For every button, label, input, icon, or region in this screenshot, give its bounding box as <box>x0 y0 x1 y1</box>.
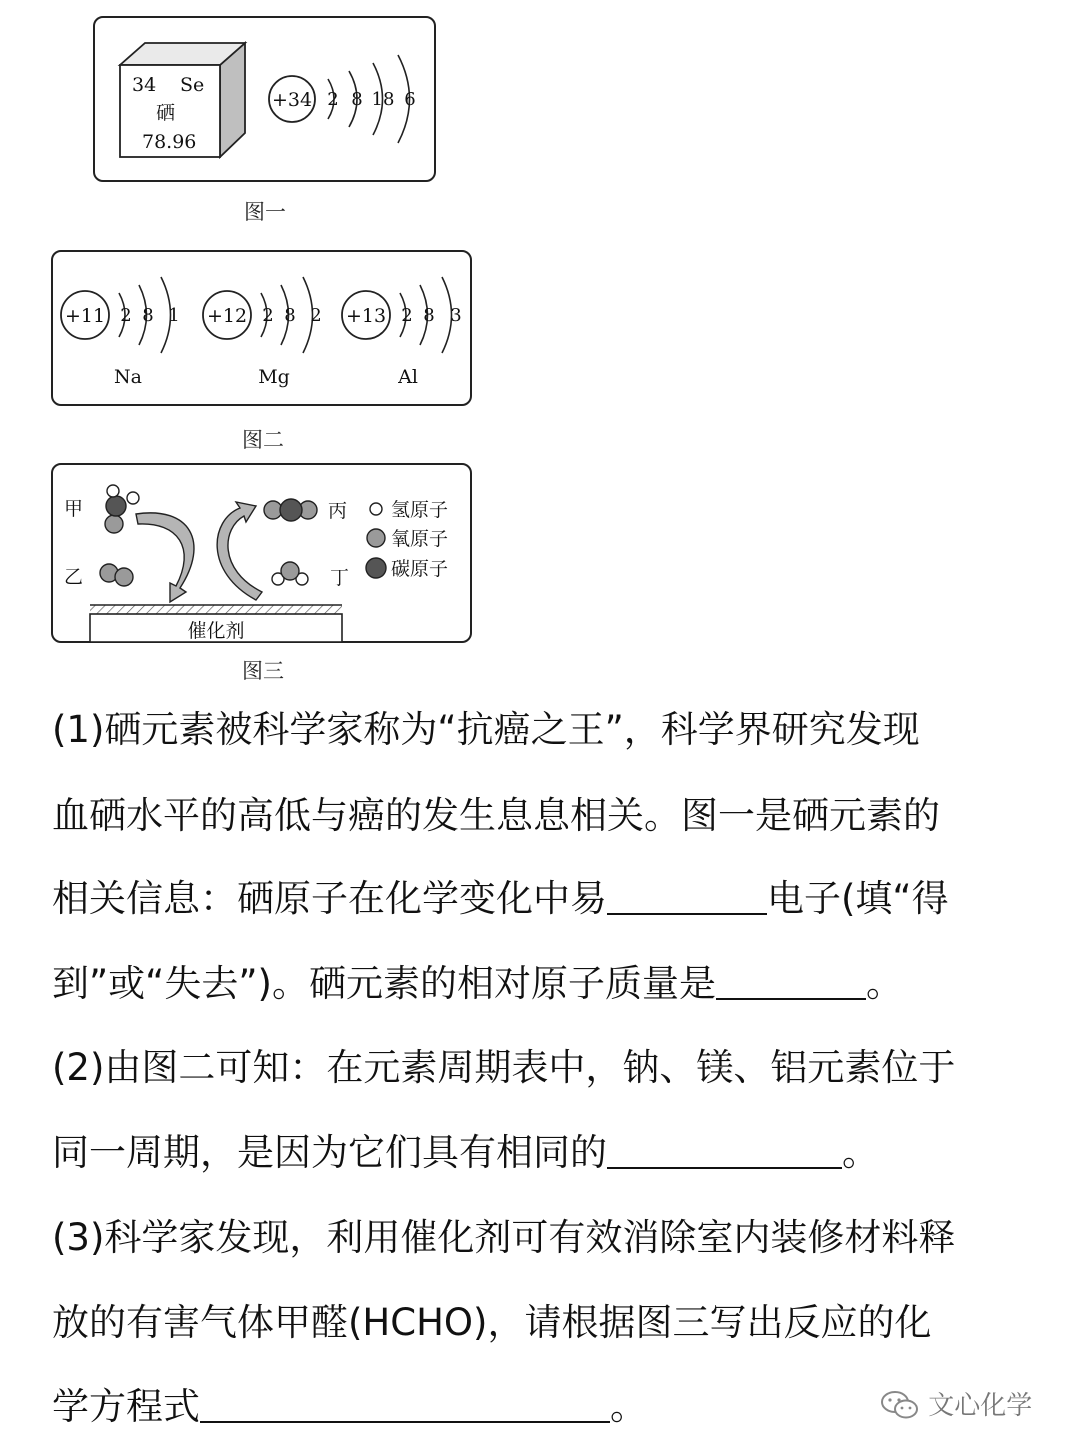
mg-nucleus: +12 <box>206 305 248 327</box>
molecule-yi-oxygen <box>100 564 133 586</box>
question-3-line-3-tail: 。 <box>610 1385 647 1428</box>
mg-shell-3: 2 <box>310 305 322 326</box>
oxygen-legend-swatch <box>367 529 385 547</box>
atomic-number: 34 <box>132 74 157 96</box>
question-1-line-4-tail: 。 <box>865 962 903 1005</box>
al-atom-structure <box>342 277 462 388</box>
question-2-line-2-text: 同一周期，是因为它们具有相同的 <box>52 1131 607 1174</box>
shell-3-electrons: 18 <box>371 89 395 110</box>
figure-3-svg <box>50 462 474 646</box>
carbon-legend-swatch <box>366 558 386 578</box>
al-shell-1: 2 <box>401 305 413 326</box>
figure-1-caption: 图一 <box>244 200 286 224</box>
na-shell-3: 1 <box>168 305 180 326</box>
na-nucleus: +11 <box>64 305 106 327</box>
answer-blank-electron[interactable] <box>607 883 767 915</box>
carbon-atom <box>106 496 126 516</box>
legend-carbon: 碳原子 <box>391 558 449 580</box>
na-shell-1: 2 <box>120 305 132 326</box>
hydrogen-atom <box>107 485 119 497</box>
reactant-arrow <box>136 513 194 602</box>
answer-blank-atomic-mass[interactable] <box>716 968 866 1000</box>
label-yi: 乙 <box>64 566 84 588</box>
na-label: Na <box>114 366 142 388</box>
legend <box>366 499 448 580</box>
element-name: 硒 <box>156 102 176 124</box>
atomic-mass: 78.96 <box>142 131 197 153</box>
hydrogen-atom <box>127 492 139 504</box>
answer-blank-same-property[interactable] <box>607 1137 842 1169</box>
carbon-atom <box>280 499 302 521</box>
figure-2-svg <box>50 249 474 409</box>
nucleus-charge: +34 <box>271 89 313 111</box>
se-atom-structure <box>269 55 416 143</box>
figure-1-svg <box>92 15 438 185</box>
shell-1-electrons: 2 <box>327 89 339 110</box>
oxygen-atom <box>264 501 282 519</box>
element-cube <box>120 43 245 157</box>
legend-oxygen: 氧原子 <box>391 528 449 550</box>
mg-atom-structure <box>203 277 322 388</box>
label-bing: 丙 <box>328 500 348 522</box>
al-shell-3: 3 <box>450 305 462 326</box>
question-1-line-4-text: 到”或“失去”)。硒元素的相对原子质量是 <box>52 962 716 1005</box>
question-3-line-3-text: 学方程式 <box>52 1385 200 1428</box>
question-2-line-2 <box>52 1131 1042 1174</box>
molecule-bing-carbon-dioxide <box>264 499 317 521</box>
question-1-line-1: (1)硒元素被科学家称为“抗癌之王”，科学界研究发现 <box>52 708 920 751</box>
oxygen-atom <box>105 515 123 533</box>
catalyst-label: 催化剂 <box>187 620 245 642</box>
label-jia: 甲 <box>64 498 84 520</box>
al-nucleus: +13 <box>345 305 387 327</box>
oxygen-atom <box>115 568 133 586</box>
catalyst-surface <box>90 605 342 642</box>
al-shell-2: 8 <box>423 305 435 326</box>
molecule-jia-formaldehyde <box>105 485 139 533</box>
question-1-line-4 <box>52 962 1042 1005</box>
answer-blank-equation[interactable] <box>200 1391 610 1423</box>
shell-4-electrons: 6 <box>404 89 416 110</box>
mg-shell-1: 2 <box>262 305 274 326</box>
wechat-icon <box>880 1390 920 1420</box>
label-ding: 丁 <box>330 567 350 589</box>
question-1-line-2: 血硒水平的高低与癌的发生息息相关。图一是硒元素的 <box>52 794 940 837</box>
watermark-text: 文心化学 <box>928 1391 1033 1421</box>
product-arrow <box>217 502 262 600</box>
element-symbol: Se <box>180 74 205 96</box>
figure-2 <box>50 249 474 409</box>
al-label: Al <box>398 366 418 388</box>
oxygen-atom <box>281 562 299 580</box>
figure-2-caption: 图二 <box>242 428 284 452</box>
mg-label: Mg <box>258 366 290 388</box>
question-3-line-2: 放的有害气体甲醛(HCHO)，请根据图三写出反应的化 <box>52 1301 932 1344</box>
na-shell-2: 8 <box>142 305 154 326</box>
question-3-line-1: (3)科学家发现，利用催化剂可有效消除室内装修材料释 <box>52 1216 956 1259</box>
question-2-line-1: (2)由图二可知：在元素周期表中，钠、镁、铝元素位于 <box>52 1046 956 1089</box>
figure-3-caption: 图三 <box>242 659 284 683</box>
question-1-line-3 <box>52 877 1042 920</box>
question-2-line-2-tail: 。 <box>842 1131 879 1174</box>
question-1-line-3-text: 相关信息：硒原子在化学变化中易 <box>52 877 607 920</box>
figure-1 <box>92 15 438 185</box>
legend-hydrogen: 氢原子 <box>391 499 449 521</box>
shell-2-electrons: 8 <box>351 89 363 110</box>
mg-shell-2: 8 <box>284 305 296 326</box>
watermark <box>880 1385 1032 1422</box>
figure-3 <box>50 462 474 646</box>
hydrogen-legend-swatch <box>370 503 382 515</box>
molecule-ding-water <box>272 562 308 585</box>
question-1-line-3-tail: 电子(填“得 <box>767 877 949 920</box>
na-atom-structure <box>61 277 180 388</box>
